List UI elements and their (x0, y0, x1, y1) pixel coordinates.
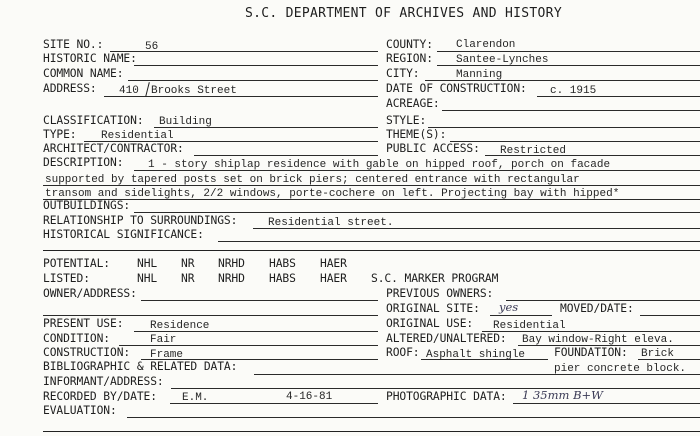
county-label: COUNTY: (386, 38, 433, 51)
historic-name-line (134, 65, 378, 66)
informant-line (171, 388, 700, 389)
evaluation-line (127, 417, 700, 418)
potential-nr[interactable]: NR (181, 257, 195, 270)
present-use-label: PRESENT USE: (43, 317, 124, 330)
roof-value[interactable]: Asphalt shingle (426, 349, 526, 361)
address-number-value[interactable]: 410 (119, 85, 139, 97)
county-value[interactable]: Clarendon (456, 39, 516, 51)
recorded-by-value[interactable]: E.M. (182, 392, 209, 404)
style-line (428, 127, 700, 128)
site-no-label: SITE NO.: (43, 38, 104, 51)
present-use-value[interactable]: Residence (150, 320, 210, 332)
historical-significance-label: HISTORICAL SIGNIFICANCE: (43, 228, 204, 241)
architect-contractor-line (194, 155, 378, 156)
themes-line (450, 141, 700, 142)
outbuildings-line (134, 212, 700, 213)
public-access-label: PUBLIC ACCESS: (386, 142, 480, 155)
altered-label: ALTERED/UNALTERED: (386, 332, 507, 345)
section-divider (43, 250, 700, 251)
owner-address-label: OWNER/ADDRESS: (43, 287, 137, 300)
bibliographic-label: BIBLIOGRAPHIC & RELATED DATA: (43, 360, 238, 373)
relationship-label: RELATIONSHIP TO SURROUNDINGS: (43, 214, 238, 227)
address-label: ADDRESS: (43, 82, 97, 95)
description-line-1-value[interactable]: 1 - story shiplap residence with gable on hipped roof, porch on facade (148, 159, 611, 171)
condition-label: CONDITION: (43, 332, 111, 345)
city-label: CITY: (386, 67, 420, 80)
bottom-rule (43, 431, 700, 432)
original-site-label: ORIGINAL SITE: (386, 302, 480, 315)
relationship-value[interactable]: Residential street. (268, 217, 394, 229)
construction-value[interactable]: Frame (150, 349, 184, 361)
roof-label: ROOF: (386, 346, 420, 359)
previous-owners-label: PREVIOUS OWNERS: (386, 287, 494, 300)
recorded-by-label: RECORDED BY/DATE: (43, 390, 157, 403)
classification-value[interactable]: Building (159, 116, 212, 128)
historical-significance-line (218, 241, 700, 242)
potential-habs[interactable]: HABS (269, 257, 296, 270)
listed-label: LISTED: (43, 272, 90, 285)
owner-address-line-2 (43, 315, 378, 316)
description-line-2-value[interactable]: supported by tapered posts set on brick piers; centered entrance with rectangular (45, 174, 580, 186)
listed-haer[interactable]: HAER (320, 272, 347, 285)
foundation-label: FOUNDATION: (554, 346, 628, 359)
region-label: REGION: (386, 52, 433, 65)
page-title: S.C. DEPARTMENT OF ARCHIVES AND HISTORY (245, 6, 562, 21)
photographic-label: PHOTOGRAPHIC DATA: (386, 390, 507, 403)
construction-label: CONSTRUCTION: (43, 346, 131, 359)
foundation-value[interactable]: Brick (641, 348, 675, 360)
address-street-value[interactable]: Brooks Street (151, 85, 237, 97)
site-no-value[interactable]: 56 (145, 41, 159, 53)
acreage-label: ACREAGE: (386, 97, 440, 110)
listed-nhl[interactable]: NHL (137, 272, 158, 285)
listed-habs[interactable]: HABS (269, 272, 296, 285)
foundation-value-line-2[interactable]: pier concrete block. (554, 363, 687, 375)
original-site-line (490, 315, 552, 316)
architect-contractor-label: ARCHITECT/CONTRACTOR: (43, 142, 184, 155)
outbuildings-label: OUTBUILDINGS: (43, 199, 131, 212)
description-line-3-value[interactable]: transom and sidelights, 2/2 windows, porte-cochere on left. Projecting bay with hipped* (45, 188, 620, 200)
type-label: TYPE: (43, 128, 77, 141)
photographic-value[interactable]: 1 35mm B+W (522, 388, 603, 402)
informant-label: INFORMANT/ADDRESS: (43, 375, 164, 388)
potential-haer[interactable]: HAER (320, 257, 347, 270)
condition-value[interactable]: Fair (150, 334, 177, 346)
style-label: STYLE: (386, 114, 427, 127)
photographic-line (513, 403, 700, 404)
potential-label: POTENTIAL: (43, 257, 111, 270)
listed-nr[interactable]: NR (181, 272, 195, 285)
themes-label: THEME(S): (386, 128, 447, 141)
date-of-construction-value[interactable]: c. 1915 (550, 85, 597, 97)
altered-value[interactable]: Bay window-Right eleva. (522, 334, 674, 346)
address-slash-mark (145, 82, 150, 97)
evaluation-label: EVALUATION: (43, 404, 117, 417)
description-label: DESCRIPTION: (43, 156, 124, 169)
previous-owners-line (506, 300, 700, 301)
recorded-date-value[interactable]: 4-16-81 (286, 391, 333, 403)
type-value[interactable]: Residential (101, 130, 174, 142)
moved-date-label: MOVED/DATE: (560, 302, 634, 315)
potential-nrhd[interactable]: NRHD (218, 257, 245, 270)
county-line (437, 51, 700, 52)
original-use-value[interactable]: Residential (493, 320, 566, 332)
original-site-value[interactable]: yes (499, 300, 519, 314)
city-value[interactable]: Manning (456, 69, 503, 81)
common-name-label: COMMON NAME: (43, 67, 124, 80)
owner-address-line (141, 300, 378, 301)
moved-date-line (640, 315, 700, 316)
region-value[interactable]: Santee-Lynches (456, 54, 549, 66)
classification-label: CLASSIFICATION: (43, 114, 144, 127)
acreage-line (442, 110, 700, 111)
historic-name-label: HISTORIC NAME: (43, 52, 137, 65)
marker-program-label: S.C. MARKER PROGRAM (371, 272, 499, 285)
original-use-label: ORIGINAL USE: (386, 317, 474, 330)
date-of-construction-label: DATE OF CONSTRUCTION: (386, 82, 527, 95)
listed-nrhd[interactable]: NRHD (218, 272, 245, 285)
potential-nhl[interactable]: NHL (137, 257, 158, 270)
public-access-value[interactable]: Restricted (500, 145, 567, 157)
common-name-line (128, 80, 378, 81)
